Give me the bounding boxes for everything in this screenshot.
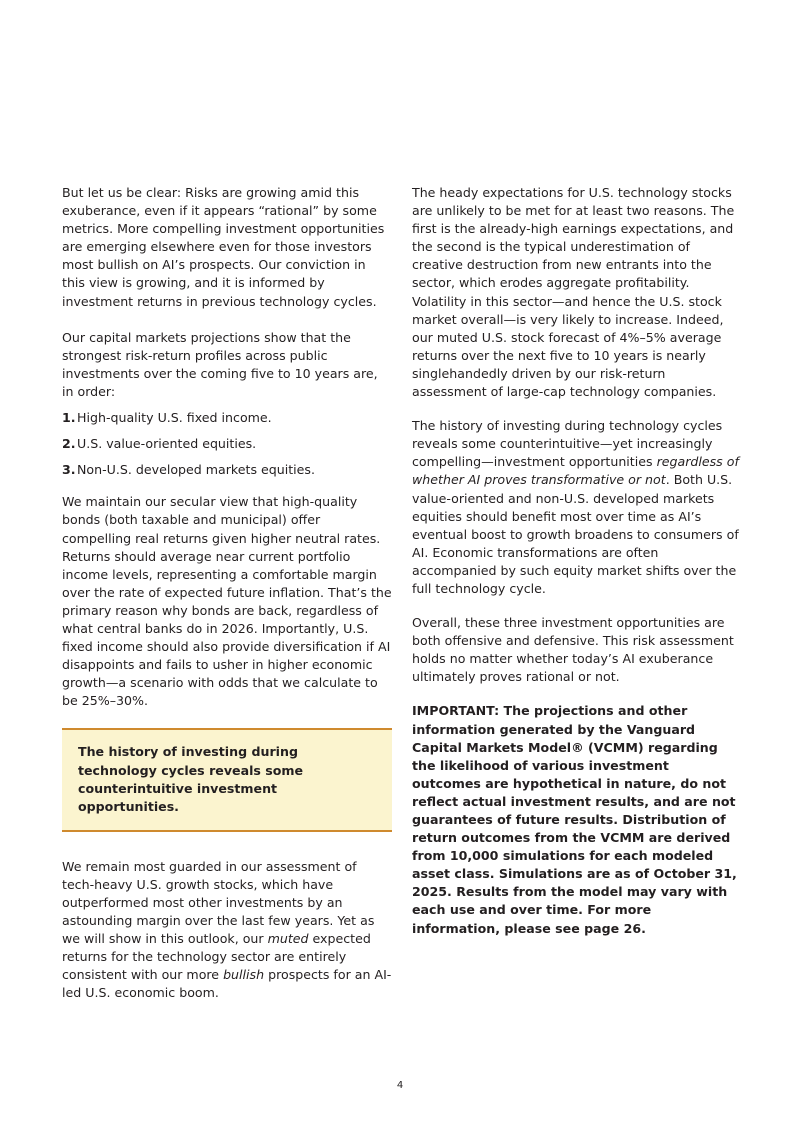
list-item-number: 2.: [62, 436, 76, 452]
list-item-text: U.S. value-oriented equities.: [77, 436, 257, 452]
ranked-opportunities-list: [62, 409, 392, 479]
emphasis-regardless: regardless of whether AI proves transformative or not: [412, 454, 739, 488]
list-item-text: High-quality U.S. fixed income.: [77, 410, 272, 426]
list-item: [62, 435, 392, 453]
pull-quote-text: The history of investing during technology cycles reveals some counterintuitive investment opportunities.: [78, 744, 304, 814]
paragraph-technology-cycles: [412, 417, 740, 598]
list-item: [62, 461, 392, 479]
growth-text-part: prospects for an AI-led U.S. economic boom.: [62, 967, 392, 1001]
emphasis-muted: muted: [267, 931, 309, 947]
list-item: [62, 409, 392, 427]
paragraph-tech-expectations: The heady expectations for U.S. technology stocks are unlikely to be met for at least two reasons. The first is the already-high earnings expectations, and the second is the typical underestimation of creative destruction from new entrants into the sector, which erodes aggregate profitability. Volatility in this sector—and hence the U.S. stock market overall—is very likely to increase. Indeed, our muted U.S. stock forecast of 4%–5% average returns over the next five to 10 years is nearly singlehandedly driven by our risk-return assessment of large-cap technology companies.: [412, 185, 735, 400]
important-disclosure: IMPORTANT: The projections and other information generated by the Vanguard Capital Markets Model® (VCMM) regarding the likelihood of various investment outcomes are hypothetical in nature, do not reflect actual investment results, and are not guarantees of future results. Distribution of return outcomes from the VCMM are derived from 10,000 simulations for each modeled asset class. Simulations are as of October 31, 2025. Results from the model may vary with each use and over time. For more information, please see page 26.: [412, 703, 737, 936]
list-item-number: 1.: [62, 410, 76, 426]
left-column: [62, 184, 392, 1021]
paragraph-overall: Overall, these three investment opportunities are both offensive and defensive. This risk assessment holds no matter whether today’s AI exuberance ultimately proves rational or not.: [412, 615, 734, 685]
list-item-number: 3.: [62, 462, 76, 478]
pull-quote-callout: [62, 728, 392, 831]
paragraph-secular-bond-view: We maintain our secular view that high-quality bonds (both taxable and municipal) offer compelling real returns given higher neutral rates. Returns should average near current portfolio income levels, representing a comfortable margin over the rate of expected future inflation. That’s the primary reason why bonds are back, regardless of what central banks do in 2026. Importantly, U.S. fixed income should also provide diversification if AI disappoints and fails to usher in higher economic growth—a scenario with odds that we calculate to be 25%–30%.: [62, 494, 392, 709]
list-item-text: Non-U.S. developed markets equities.: [77, 462, 315, 478]
paragraph-growth-stocks: [62, 858, 392, 1003]
paragraph-projections-intro: Our capital markets projections show that the strongest risk-return profiles across public investments over the coming five to 10 years are, in order:: [62, 329, 378, 399]
cycles-text-part: The history of investing during technology cycles reveals some counterintuitive—yet increasingly compelling—investment opportunities: [412, 418, 723, 470]
growth-text-part: We remain most guarded in our assessment of tech-heavy U.S. growth stocks, which have outperformed most other investments by an astounding margin over the last few years. Yet as we will show in this outlook, our: [62, 858, 375, 947]
page-number: 4: [396, 1080, 404, 1091]
emphasis-bullish: bullish: [223, 967, 265, 983]
cycles-text-part: . Both U.S. value-oriented and non-U.S. developed markets equities should benefit most over time as AI’s eventual boost to growth broadens to consumers of AI. Economic transformations are often accompanied by such equity market shifts over the full technology cycle.: [412, 472, 739, 596]
right-column: [412, 184, 740, 954]
growth-text-part: expected returns for the technology sector are entirely consistent with our more: [62, 931, 371, 983]
paragraph-risks-growing: But let us be clear: Risks are growing amid this exuberance, even if it appears “rational” by some metrics. More compelling investment opportunities are emerging elsewhere even for those investors most bullish on AI’s prospects. Our conviction in this view is growing, and it is informed by investment returns in previous technology cycles.: [62, 185, 385, 309]
